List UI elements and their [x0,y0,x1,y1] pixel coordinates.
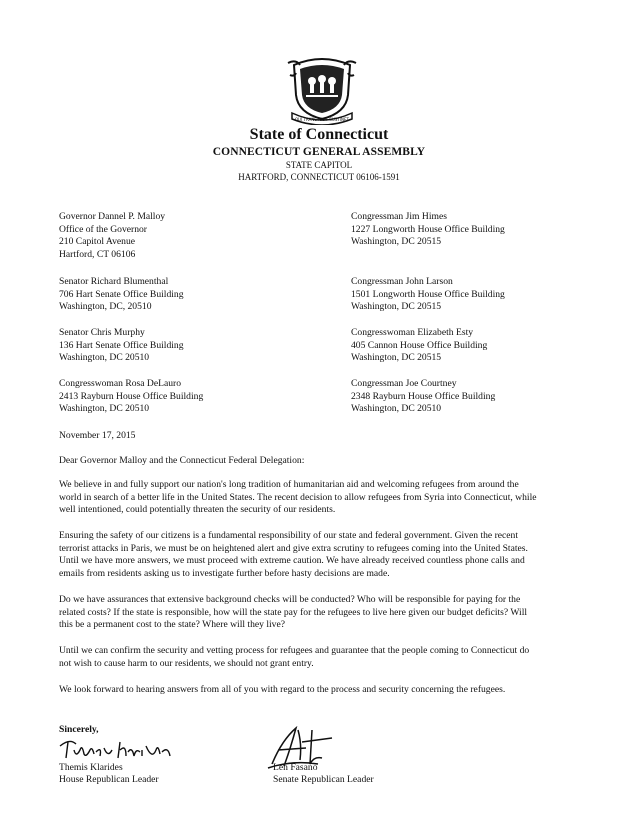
recipient-address: Senator Richard Blumenthal 706 Hart Senate Office Building Washington, DC, 20510 [59,276,184,313]
seal-motto: QUI TRANSTULIT SUSTINET [295,117,349,122]
letter-date: November 17, 2015 [59,430,136,441]
signature-klarides-icon [56,736,176,762]
letterhead-title: State of Connecticut [249,126,389,143]
body-paragraph: Do we have assurances that extensive background checks will be conducted? Who will be responsible for paying for the related costs? If the state is responsible, how will the state pay for the refugees to live here given our budget deficits? Will this be a permanent cost to the state? Where will they live? [59,594,528,631]
capitol-city: HARTFORD, CONNECTICUT 06106-1591 [238,172,400,182]
signatory-block: Len Fasano Senate Republican Leader [273,762,374,786]
assembly-name: CONNECTICUT GENERAL ASSEMBLY [212,146,426,158]
recipient-address: Congresswoman Rosa DeLauro 2413 Rayburn House Office Building Washington, DC 20510 [59,378,204,415]
recipient-address: Congressman Jim Himes 1227 Longworth House Office Building Washington, DC 20515 [351,211,505,248]
recipient-address: Congressman John Larson 1501 Longworth House Office Building Washington, DC 20515 [351,276,505,313]
recipient-address: Congressman Joe Courtney 2348 Rayburn House Office Building Washington, DC 20510 [351,378,496,415]
recipient-address: Governor Dannel P. Malloy Office of the Governor 210 Capitol Avenue Hartford, CT 06106 [59,211,166,261]
body-paragraph: Ensuring the safety of our citizens is a fundamental responsibility of our state and federal government. Given the recent terrorist attacks in Paris, we must be on heightened alert and give extra scrutiny to refugees coming into the United States. Until we have more answers, we must proceed with extreme caution. We have already received countless phone calls and emails from residents asking us to investigate further before hasty decisions are made. [59,530,528,579]
body-paragraph: Until we can confirm the security and vetting process for refugees and guarantee that the people coming to Connecticut do not wish to cause harm to our residents, we should not grant entry. [59,645,530,669]
recipient-address: Senator Chris Murphy 136 Hart Senate Office Building Washington, DC 20510 [59,327,184,364]
state-capitol: STATE CAPITOL [285,160,353,170]
salutation: Dear Governor Malloy and the Connecticut Federal Delegation: [59,455,305,466]
body-paragraph: We look forward to hearing answers from all of you with regard to the process and security concerning the refugees. [59,684,506,695]
closing: Sincerely, [59,724,99,735]
body-paragraph: We believe in and fully support our nation's long tradition of humanitarian aid and welcoming refugees from around the world in search of a better life in the United States. The recent decision to allow refugees from Syria into Connecticut, while well intentioned, could potentially threaten the security of our residents. [59,479,537,516]
connecticut-state-seal-icon [286,55,358,125]
recipient-address: Congresswoman Elizabeth Esty 405 Cannon House Office Building Washington, DC 20515 [351,327,488,364]
signatory-block: Themis Klarides House Republican Leader [59,762,159,786]
